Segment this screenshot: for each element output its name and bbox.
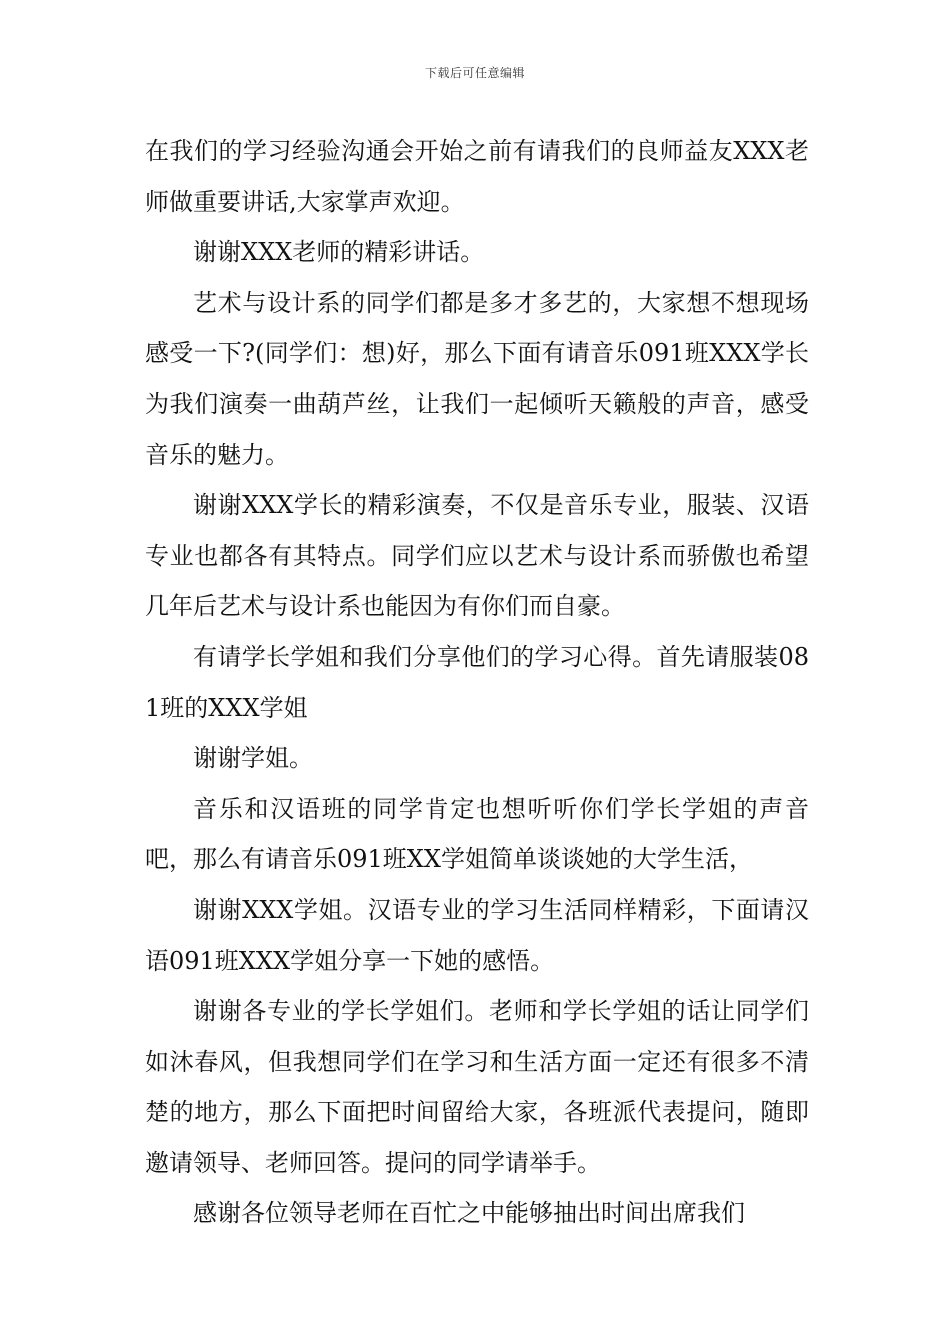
paragraph-chinese-senior: 谢谢XXX学姐。汉语专业的学习生活同样精彩，下面请汉语091班XXX学姐分享一下她的感悟。 [145, 895, 809, 975]
paragraph-question-session: 谢谢各专业的学长学姐们。老师和学长学姐的话让同学们如沐春风，但我想同学们在学习和生活方面一定还有很多不清楚的地方，那么下面把时间留给大家，各班派代表提问，随即邀请领导、老师回答。提问的同学请举手。 [145, 997, 809, 1177]
paragraph-opening-invitation: 在我们的学习经验沟通会开始之前有请我们的良师益友XXX老师做重要讲话,大家掌声欢迎。 [145, 137, 809, 216]
paragraph-thanks-senior: 谢谢学姐。 [193, 744, 313, 773]
paragraph-thanks-teacher: 谢谢XXX老师的精彩讲话。 [193, 238, 485, 267]
paragraph-music-performance: 艺术与设计系的同学们都是多才多艺的，大家想不想现场感受一下?(同学们：想)好，那么下面有请音乐091班XXX学长为我们演奏一曲葫芦丝，让我们一起倾听天籁般的声音，感受音乐的魅力。 [145, 288, 809, 469]
paragraph-closing-thanks: 感谢各位领导老师在百忙之中能够抽出时间出席我们 [193, 1199, 745, 1228]
paragraph-share-invitation: 有请学长学姐和我们分享他们的学习心得。首先请服装081班的XXX学姐 [145, 642, 809, 722]
document-body [145, 126, 809, 1239]
download-edit-note: 下载后可任意编辑 [424, 66, 525, 80]
paragraph-music-senior: 音乐和汉语班的同学肯定也想听听你们学长学姐的声音吧，那么有请音乐091班XX学姐简单谈谈她的大学生活， [145, 794, 809, 874]
paragraph-thanks-performance: 谢谢XXX学长的精彩演奏，不仅是音乐专业，服装、汉语专业也都各有其特点。同学们应以艺术与设计系而骄傲也希望几年后艺术与设计系也能因为有你们而自豪。 [145, 491, 809, 621]
